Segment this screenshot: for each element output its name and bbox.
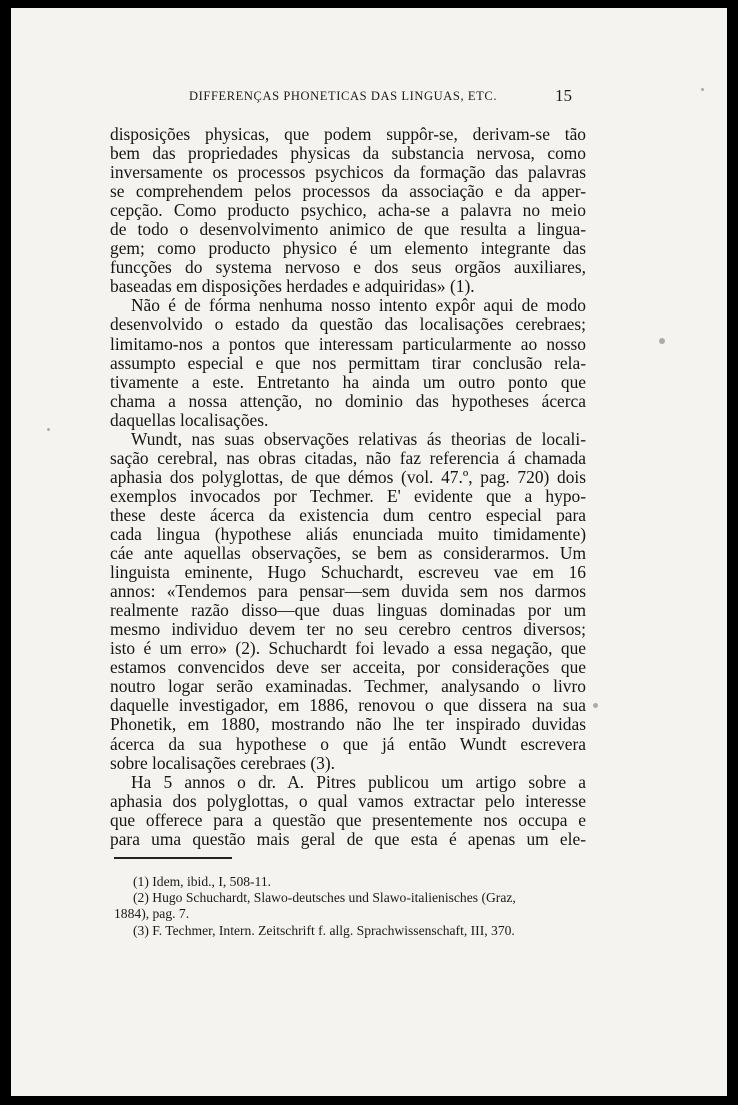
text-line: daquelle investigador, em 1886, renovou o que dissera na sua [110,695,586,716]
paragraph-3 [110,430,586,773]
paper-speck [701,88,704,91]
text-line: Phonetik, em 1880, mostrando não lhe ter inspirado duvidas [110,714,586,735]
body-text [110,125,586,849]
text-line: chama a nossa attenção, no dominio das hypotheses ácerca [110,390,586,411]
text-line: gem; como producto physico é um elemento integrante das [110,238,586,259]
paper-speck [593,703,598,708]
text-line: estamos convencidos deve ser acceita, por considerações que [110,657,586,678]
text-line: se comprehendem pelos processos da associação e da apper- [110,181,586,202]
text-line: bem das propriedades physicas da substancia nervosa, como [110,143,586,164]
text-line: cada lingua (hypothese aliás enunciada muito timidamente) [110,523,586,544]
text-line: que offerece para a questão que presentemente nos occupa e [110,809,586,830]
paper-speck [659,338,665,344]
paragraph-4 [110,773,586,849]
text-line: para uma questão mais geral de que esta é apenas um ele- [110,828,586,849]
footnotes [114,874,589,939]
text-line: cepção. Como producto psychico, acha-se a palavra no meio [110,200,586,221]
text-line: desenvolvido o estado da questão das localisações cerebraes; [110,314,586,335]
text-line: sação cerebral, nas obras citadas, não faz referencia á chamada [110,447,586,468]
text-line: annos: «Tendemos para pensar—sem duvida sem nos darmos [110,581,586,602]
text-line: cáe ante aquellas observações, se bem as considerarmos. Um [110,543,586,564]
text-line: inversamente os processos psychicos da formação das palavras [110,162,586,183]
footnote-2-continuation: 1884), pag. 7. [114,906,190,922]
paper-speck [47,428,50,431]
paragraph-2 [110,296,586,429]
text-line: linguista eminente, Hugo Schuchardt, escreveu vae em 16 [110,562,586,583]
footnote-1: (1) Idem, ibid., I, 508-11. [133,874,272,889]
text-line: exemplos invocados por Techmer. E' evidente que a hypo- [110,485,586,506]
footnote-rule [114,857,232,859]
text-line: funcções do systema nervoso e dos seus orgãos auxiliares, [110,257,586,278]
text-line: aphasia dos polyglottas, de que démos (vol. 47.º, pag. 720) dois [110,466,586,487]
running-title: DIFFERENÇAS PHONETICAS DAS LINGUAS, ETC. [189,89,498,103]
text-line: Wundt, nas suas observações relativas ás theorias de locali- [131,428,586,449]
text-line: baseadas em disposições herdades e adquiridas» (1). [110,276,475,297]
text-line: daquellas localisações. [110,409,269,430]
text-line: ácerca da sua hypothese o que já então Wundt escrevera [110,733,586,754]
text-line: limitamo-nos a pontos que interessam particularmente ao nosso [110,333,586,354]
text-line: noutro logar serão examinadas. Techmer, analysando o livro [110,676,586,697]
text-line: these deste ácerca da existencia dum centro especial para [110,504,586,525]
text-line: de todo o desenvolvimento animico de que resulta a lingua- [110,219,586,240]
text-line: assumpto especial e que nos permittam tirar conclusão rela- [110,352,586,373]
text-line: isto é um erro» (2). Schuchardt foi levado a essa negação, que [110,638,586,659]
paragraph-1 [110,125,586,296]
text-line: aphasia dos polyglottas, o qual vamos extractar pelo interesse [110,790,586,811]
text-line: disposições physicas, que podem suppôr-se, derivam-se tão [110,124,586,144]
page-header [11,86,727,108]
text-line: tivamente a este. Entretanto ha ainda um outro ponto que [110,371,586,392]
text-line: sobre localisações cerebraes (3). [110,752,335,773]
page-number: 15 [555,86,572,105]
text-line: Ha 5 annos o dr. A. Pitres publicou um artigo sobre a [131,771,586,792]
footnote-2: (2) Hugo Schuchardt, Slawo-deutsches und Slawo-italienisches (Graz, [133,890,516,906]
book-page [11,8,727,1096]
text-line: realmente razão disso—que duas linguas dominadas por um [110,600,586,621]
text-line: mesmo individuo devem ter no seu cerebro centros diversos; [110,619,586,640]
text-line: Não é de fórma nenhuma nosso intento expôr aqui de modo [131,295,586,316]
footnote-3: (3) F. Techmer, Intern. Zeitschrift f. allg. Sprachwissenschaft, III, 370. [133,922,515,938]
